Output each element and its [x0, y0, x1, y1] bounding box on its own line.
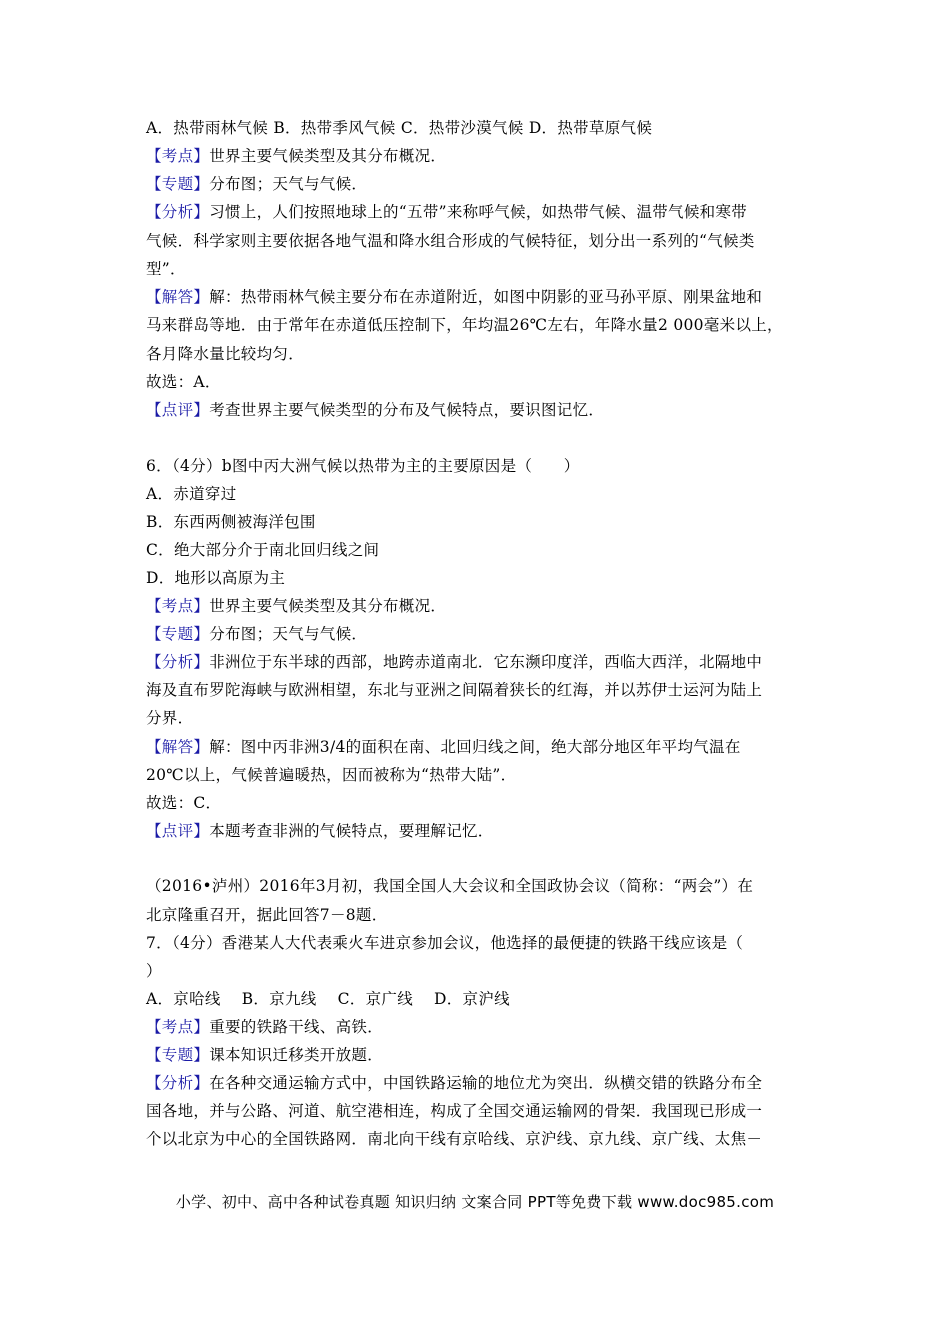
q5-fenxi-line-3: 型”． — [146, 260, 186, 278]
q6-jieda-line-1 — [146, 737, 741, 757]
zhuanti-text: 分布图；天气与气候． — [209, 625, 368, 643]
zhuanti-text: 课本知识迁移类开放题． — [209, 1046, 384, 1064]
jieda-text: 解：图中丙非洲3/4的面积在南、北回归线之间，绝大部分地区年平均气温在 — [209, 738, 741, 756]
q6-option-c: C．绝大部分介于南北回归线之间 — [146, 541, 380, 559]
fenxi-tag: 【分析】 — [146, 203, 210, 221]
kaodian-text: 重要的铁路干线、高铁． — [209, 1018, 384, 1036]
fenxi-text: 非洲位于东半球的西部，地跨赤道南北．它东濒印度洋，西临大西洋，北隔地中 — [209, 653, 763, 671]
q5-dianping — [146, 400, 604, 420]
q6-answer: 故选：C． — [146, 794, 222, 812]
zhuanti-tag: 【专题】 — [146, 625, 210, 643]
intro-line-2: 北京隆重召开，据此回答7－8题． — [146, 906, 388, 924]
q7-fenxi-line-3: 个以北京为中心的全国铁路网．南北向干线有京哈线、京沪线、京九线、京广线、太焦－ — [146, 1130, 763, 1148]
q6-option-d: D．地形以高原为主 — [146, 569, 286, 587]
q6-fenxi-line-3: 分界． — [146, 709, 194, 727]
q6-fenxi-line-2: 海及直布罗陀海峡与欧洲相望，东北与亚洲之间隔着狭长的红海，并以苏伊士运河为陆上 — [146, 681, 763, 699]
kaodian-text: 世界主要气候类型及其分布概况． — [209, 147, 447, 165]
kaodian-tag: 【考点】 — [146, 597, 210, 615]
fenxi-tag: 【分析】 — [146, 1074, 210, 1092]
zhuanti-text: 分布图；天气与气候． — [209, 175, 368, 193]
q7-kaodian — [146, 1017, 383, 1037]
q7-options: A．京哈线 B．京九线 C．京广线 D．京沪线 — [146, 990, 510, 1008]
fenxi-text: 在各种交通运输方式中，中国铁路运输的地位尤为突出．纵横交错的铁路分布全 — [209, 1074, 763, 1092]
page-footer: 小学、初中、高中各种试卷真题 知识归纳 文案合同 PPT等免费下载 www.doc985.com — [175, 1193, 775, 1211]
q6-jieda-line-2: 20℃以上，气候普遍暖热，因而被称为“热带大陆”． — [146, 766, 517, 784]
dianping-text: 考查世界主要气候类型的分布及气候特点，要识图记忆． — [209, 401, 605, 419]
intro-line-1: （2016•泸州）2016年3月初，我国全国人大会议和全国政协会议（简称：“两会”）在 — [146, 877, 754, 895]
q5-answer: 故选：A． — [146, 373, 221, 391]
q5-fenxi-line-2: 气候．科学家则主要依据各地气温和降水组合形成的气候特征，划分出一系列的“气候类 — [146, 232, 755, 250]
jieda-tag: 【解答】 — [146, 738, 210, 756]
q7-fenxi-line-2: 国各地，并与公路、河道、航空港相连，构成了全国交通运输网的骨架．我国现已形成一 — [146, 1102, 763, 1120]
kaodian-tag: 【考点】 — [146, 147, 210, 165]
fenxi-tag: 【分析】 — [146, 653, 210, 671]
kaodian-tag: 【考点】 — [146, 1018, 210, 1036]
q6-dianping — [146, 821, 494, 841]
fenxi-text: 习惯上，人们按照地球上的“五带”来称呼气候，如热带气候、温带气候和寒带 — [209, 203, 748, 221]
q6-fenxi-line-1 — [146, 652, 762, 672]
dianping-tag: 【点评】 — [146, 822, 210, 840]
q7-fenxi-line-1 — [146, 1073, 762, 1093]
q5-jieda-line-3: 各月降水量比较均匀． — [146, 345, 305, 363]
q6-option-b: B．东西两侧被海洋包围 — [146, 513, 316, 531]
q5-jieda-line-1 — [146, 287, 762, 307]
q6-stem: 6．（4分）b图中丙大洲气候以热带为主的主要原因是（ ） — [146, 457, 580, 475]
q5-zhuanti — [146, 174, 367, 194]
q6-option-a: A．赤道穿过 — [146, 485, 237, 503]
q7-stem-line-1: 7．（4分）香港某人大代表乘火车进京参加会议，他选择的最便捷的铁路干线应该是（ — [146, 934, 744, 952]
q5-kaodian — [146, 146, 446, 166]
q5-jieda-line-2: 马来群岛等地．由于常年在赤道低压控制下，年均温26℃左右，年降水量2 000毫米以上， — [146, 316, 783, 334]
q5-fenxi-line-1 — [146, 202, 747, 222]
dianping-tag: 【点评】 — [146, 401, 210, 419]
jieda-text: 解：热带雨林气候主要分布在赤道附近，如图中阴影的亚马孙平原、刚果盆地和 — [209, 288, 763, 306]
q7-zhuanti — [146, 1045, 383, 1065]
q6-kaodian — [146, 596, 446, 616]
jieda-tag: 【解答】 — [146, 288, 210, 306]
q6-zhuanti — [146, 624, 367, 644]
zhuanti-tag: 【专题】 — [146, 175, 210, 193]
q5-options: A．热带雨林气候 B．热带季风气候 C．热带沙漠气候 D．热带草原气候 — [146, 119, 653, 137]
zhuanti-tag: 【专题】 — [146, 1046, 210, 1064]
q7-stem-line-2: ） — [146, 962, 162, 980]
kaodian-text: 世界主要气候类型及其分布概况． — [209, 597, 447, 615]
dianping-text: 本题考查非洲的气候特点，要理解记忆． — [209, 822, 494, 840]
